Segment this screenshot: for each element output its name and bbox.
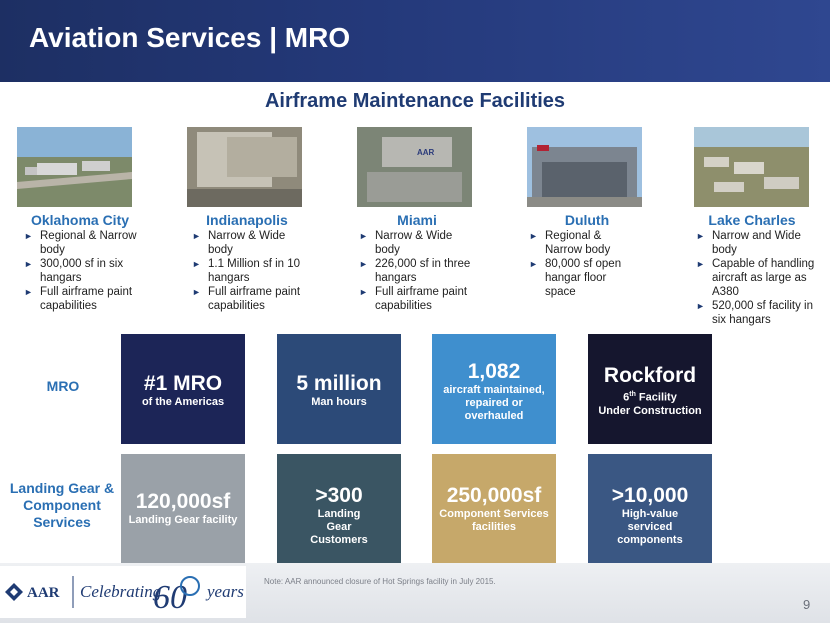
triangle-bullet-icon: ► — [192, 259, 201, 269]
list-item: ► 226,000 sf in three hangars — [359, 258, 471, 284]
list-item: ► Full airframe paint capabilities — [359, 286, 468, 312]
stat-tile-number-one-mro: #1 MRO of the Americas — [121, 334, 245, 444]
list-item: ► 80,000 sf open hangar floor space — [529, 258, 622, 298]
stat-tile-component-services: 250,000sf Component Services facilities — [432, 454, 556, 564]
page-title: Aviation Services | MRO — [29, 22, 351, 53]
triangle-bullet-icon: ► — [696, 259, 705, 269]
photo-oklahoma-city — [17, 127, 132, 207]
photo-lake-charles — [694, 127, 809, 207]
stat-tile-landing-gear-facility: 120,000sf Landing Gear facility — [121, 454, 245, 564]
footnote: Note: AAR announced closure of Hot Springs facility in July 2015. — [264, 577, 496, 586]
photo-indianapolis — [187, 127, 302, 207]
svg-text:AAR: AAR — [417, 148, 435, 157]
section-subtitle: Airframe Maintenance Facilities — [264, 90, 566, 112]
triangle-bullet-icon: ► — [24, 231, 33, 241]
stat-tile-landing-gear-customers: >300 Landing Gear Customers — [277, 454, 401, 564]
row-label-mro: MRO — [46, 378, 80, 394]
stat-tile-rockford: Rockford 6th Facility Under Construction — [588, 334, 712, 444]
triangle-bullet-icon: ► — [696, 231, 705, 241]
city-indianapolis: Indianapolis — [206, 212, 288, 228]
triangle-bullet-icon: ► — [359, 287, 368, 297]
years-text: years — [207, 582, 244, 601]
bullets-duluth — [527, 229, 639, 299]
stat-tile-man-hours: 5 million Man hours — [277, 334, 401, 444]
stat-tile-aircraft-maintained: 1,082 aircraft maintained, repaired or overhauled — [432, 334, 556, 444]
row-label-landing-gear: Landing Gear & Component Services — [9, 480, 115, 530]
list-item: ► 300,000 sf in six hangars — [24, 258, 124, 284]
triangle-bullet-icon: ► — [696, 301, 705, 311]
bullets-lake-charles — [694, 229, 816, 327]
list-item: ► 1.1 Million sf in 10 hangars — [192, 258, 301, 284]
triangle-bullet-icon: ► — [192, 231, 201, 241]
city-oklahoma-city: Oklahoma City — [30, 212, 130, 228]
bullets-miami — [357, 229, 479, 313]
city-miami: Miami — [397, 212, 437, 228]
list-item: ► Narrow and Wide body — [696, 230, 801, 256]
photo-miami — [357, 127, 472, 207]
aar-logo-text: AAR — [27, 585, 60, 601]
bullets-indianapolis — [190, 229, 306, 313]
bullets-oklahoma-city — [22, 229, 140, 313]
city-lake-charles: Lake Charles — [708, 212, 796, 228]
list-item: ► Capable of handling aircraft as large as A380 — [696, 258, 815, 298]
list-item: ► Full airframe paint capabilities — [192, 286, 301, 312]
list-item: ► Regional & Narrow body — [529, 230, 611, 256]
triangle-bullet-icon: ► — [24, 259, 33, 269]
header-bar — [0, 0, 830, 82]
triangle-bullet-icon: ► — [529, 231, 538, 241]
stat-tile-serviced-components: >10,000 High-value serviced components — [588, 454, 712, 564]
list-item: ► Narrow & Wide body — [192, 230, 286, 256]
triangle-bullet-icon: ► — [24, 287, 33, 297]
list-item: ► Narrow & Wide body — [359, 230, 453, 256]
city-duluth: Duluth — [564, 212, 610, 228]
sixty-text: 60 — [153, 579, 187, 616]
list-item: ► Full airframe paint capabilities — [24, 286, 133, 312]
list-item: ► Regional & Narrow body — [24, 230, 137, 256]
triangle-bullet-icon: ► — [192, 287, 201, 297]
celebrating-text: Celebrating — [80, 582, 162, 601]
photo-duluth — [527, 127, 642, 207]
page-number: 9 — [803, 597, 811, 612]
list-item: ► 520,000 sf facility in six hangars — [696, 300, 814, 326]
triangle-bullet-icon: ► — [529, 259, 538, 269]
aar-celebrating-60-logo — [0, 566, 246, 618]
triangle-bullet-icon: ► — [359, 231, 368, 241]
triangle-bullet-icon: ► — [359, 259, 368, 269]
